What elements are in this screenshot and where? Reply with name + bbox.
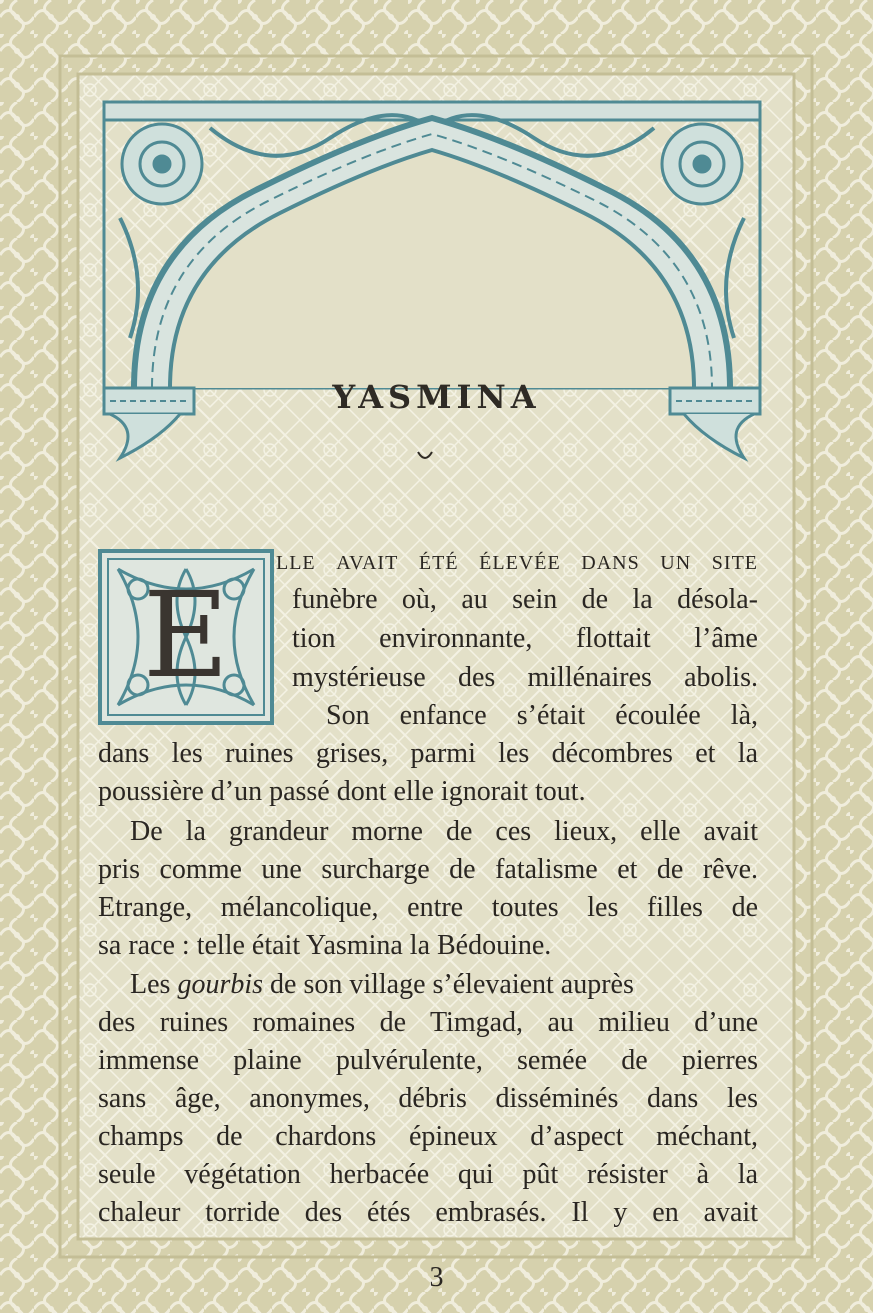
text-line: poussière d’un passé dont elle ignorait tout. <box>98 776 586 807</box>
text-line: dans les ruines grises, parmi les décombres et la <box>98 738 758 769</box>
text-segment: Les <box>130 969 178 1000</box>
text-line <box>276 542 758 579</box>
text-line: chaleur torride des étés embrasés. Il y en avait <box>98 1197 758 1228</box>
text-line: pris comme une surcharge de fatalisme et de rêve. <box>98 854 758 885</box>
text-line: sans âge, anonymes, débris disséminés dans les <box>98 1083 758 1114</box>
text-line: Etrange, mélancolique, entre toutes les filles de <box>98 892 758 923</box>
text-line: sa race : telle était Yasmina la Bédouine. <box>98 930 552 961</box>
text-line: immense plaine pulvérulente, semée de pierres <box>98 1045 758 1076</box>
text-line: mystérieuse des millénaires abolis. <box>292 662 758 693</box>
text-segment: de son village s’élevaient auprès <box>263 969 634 1000</box>
text-line: seule végétation herbacée qui pût résister à la <box>98 1159 758 1190</box>
text-line: tion environnante, flottait l’âme <box>292 623 758 654</box>
text-line: funèbre où, au sein de la désola- <box>292 584 758 615</box>
text-line: des ruines romaines de Timgad, au milieu d’une <box>98 1007 758 1038</box>
drop-cap-letter: E <box>142 566 230 704</box>
text-line: Son enfance s’était écoulée là, <box>326 700 758 731</box>
text-line: champs de chardons épineux d’aspect méchant, <box>98 1121 758 1152</box>
italic-word: gourbis <box>177 969 264 1000</box>
text-line <box>130 966 758 1003</box>
text-line: De la grandeur morne de ces lieux, elle avait <box>130 816 758 847</box>
text-line-content: lle avait été élevée dans un site <box>276 545 758 576</box>
page-number: 3 <box>429 1262 444 1293</box>
page-title: YASMINA <box>332 378 541 416</box>
